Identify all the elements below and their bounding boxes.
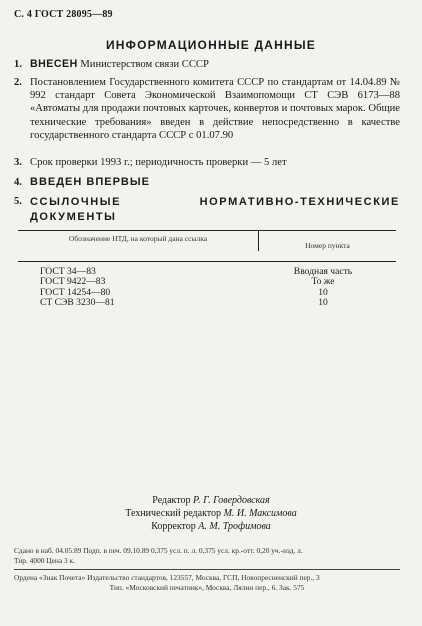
credit-proofreader: Корректор А. М. Трофимова xyxy=(151,521,271,532)
item-text: ССЫЛОЧНЫЕ НОРМАТИВНО-ТЕХНИЧЕСКИЕ ДОКУМЕНТЫ xyxy=(30,196,400,223)
imprint-publisher: Ордена «Знак Почета» Издательство стандартов, 123557, Москва, ГСП, Новопресненский пер., 3 xyxy=(14,573,320,582)
reference-table-header xyxy=(18,230,396,262)
table-row-doc: СТ СЭВ 3230—81 xyxy=(40,297,115,309)
divider xyxy=(14,569,400,570)
item-text: ВВЕДЕН ВПЕРВЫЕ xyxy=(30,176,150,188)
item-number: 1. xyxy=(14,59,22,70)
item-number: 2. xyxy=(14,77,22,88)
page-header: С. 4 ГОСТ 28095—89 xyxy=(14,9,113,20)
table-row-doc: ГОСТ 14254—80 xyxy=(40,286,111,298)
imprint-line-1: Сдано в наб. 04.05.89 Подп. в печ. 09.10.89 0,375 усл. п. л. 0,375 усл. кр.-отт. 0,20 уч.-изд. л. xyxy=(14,546,303,555)
table-row-clause: То же xyxy=(311,276,335,288)
info-item-1 xyxy=(14,58,400,72)
section-title: ИНФОРМАЦИОННЫЕ ДАННЫЕ xyxy=(105,38,317,52)
item-lead: ВНЕСЕН xyxy=(30,58,78,70)
item-number: 5. xyxy=(14,196,22,207)
imprint-printer: Тип. «Московский печатник», Москва, Лялин пер., 6. Зак. 575 xyxy=(109,583,305,592)
table-row-clause: 10 xyxy=(318,286,328,298)
table-row-doc: ГОСТ 34—83 xyxy=(40,266,96,277)
imprint-line-2: Тир. 4000 Цена 3 к. xyxy=(14,556,75,565)
editorial-credits xyxy=(0,494,422,533)
reference-docs xyxy=(40,267,115,309)
item-text: Постановлением Государственного комитета СССР по стандартам от 14.04.89 № 992 стандарт Совета Экономической Взаимопомощи СТ СЭВ 6173—88 «Автоматы для продажи почтовых карточек, конвертов и почтовых марок. Общие технические требования» введен в действие непосредственно в качестве государственного стандарта СССР с 01.07.90 xyxy=(30,77,400,141)
table-row-clause: Вводная часть xyxy=(293,266,353,277)
item-text: Министерством связи СССР xyxy=(77,59,209,70)
item-number: 3. xyxy=(14,157,22,168)
info-item-5 xyxy=(14,195,400,225)
reference-clauses xyxy=(268,267,378,309)
info-item-4 xyxy=(14,176,400,190)
credit-tech-editor: Технический редактор М. И. Максимова xyxy=(125,508,297,519)
table-row-doc: ГОСТ 9422—83 xyxy=(40,276,106,288)
col-header-document: Обозначение НТД, на который дана ссылка xyxy=(68,234,208,243)
col-header-clause: Номер пункта xyxy=(258,231,396,251)
info-item-2 xyxy=(14,76,400,156)
item-number: 4. xyxy=(14,177,22,188)
item-text: Срок проверки 1993 г.; периодичность проверки — 5 лет xyxy=(30,157,287,168)
table-row-clause: 10 xyxy=(318,297,328,309)
info-item-3 xyxy=(14,156,400,170)
credit-editor: Редактор Р. Г. Говердовская xyxy=(152,495,270,506)
